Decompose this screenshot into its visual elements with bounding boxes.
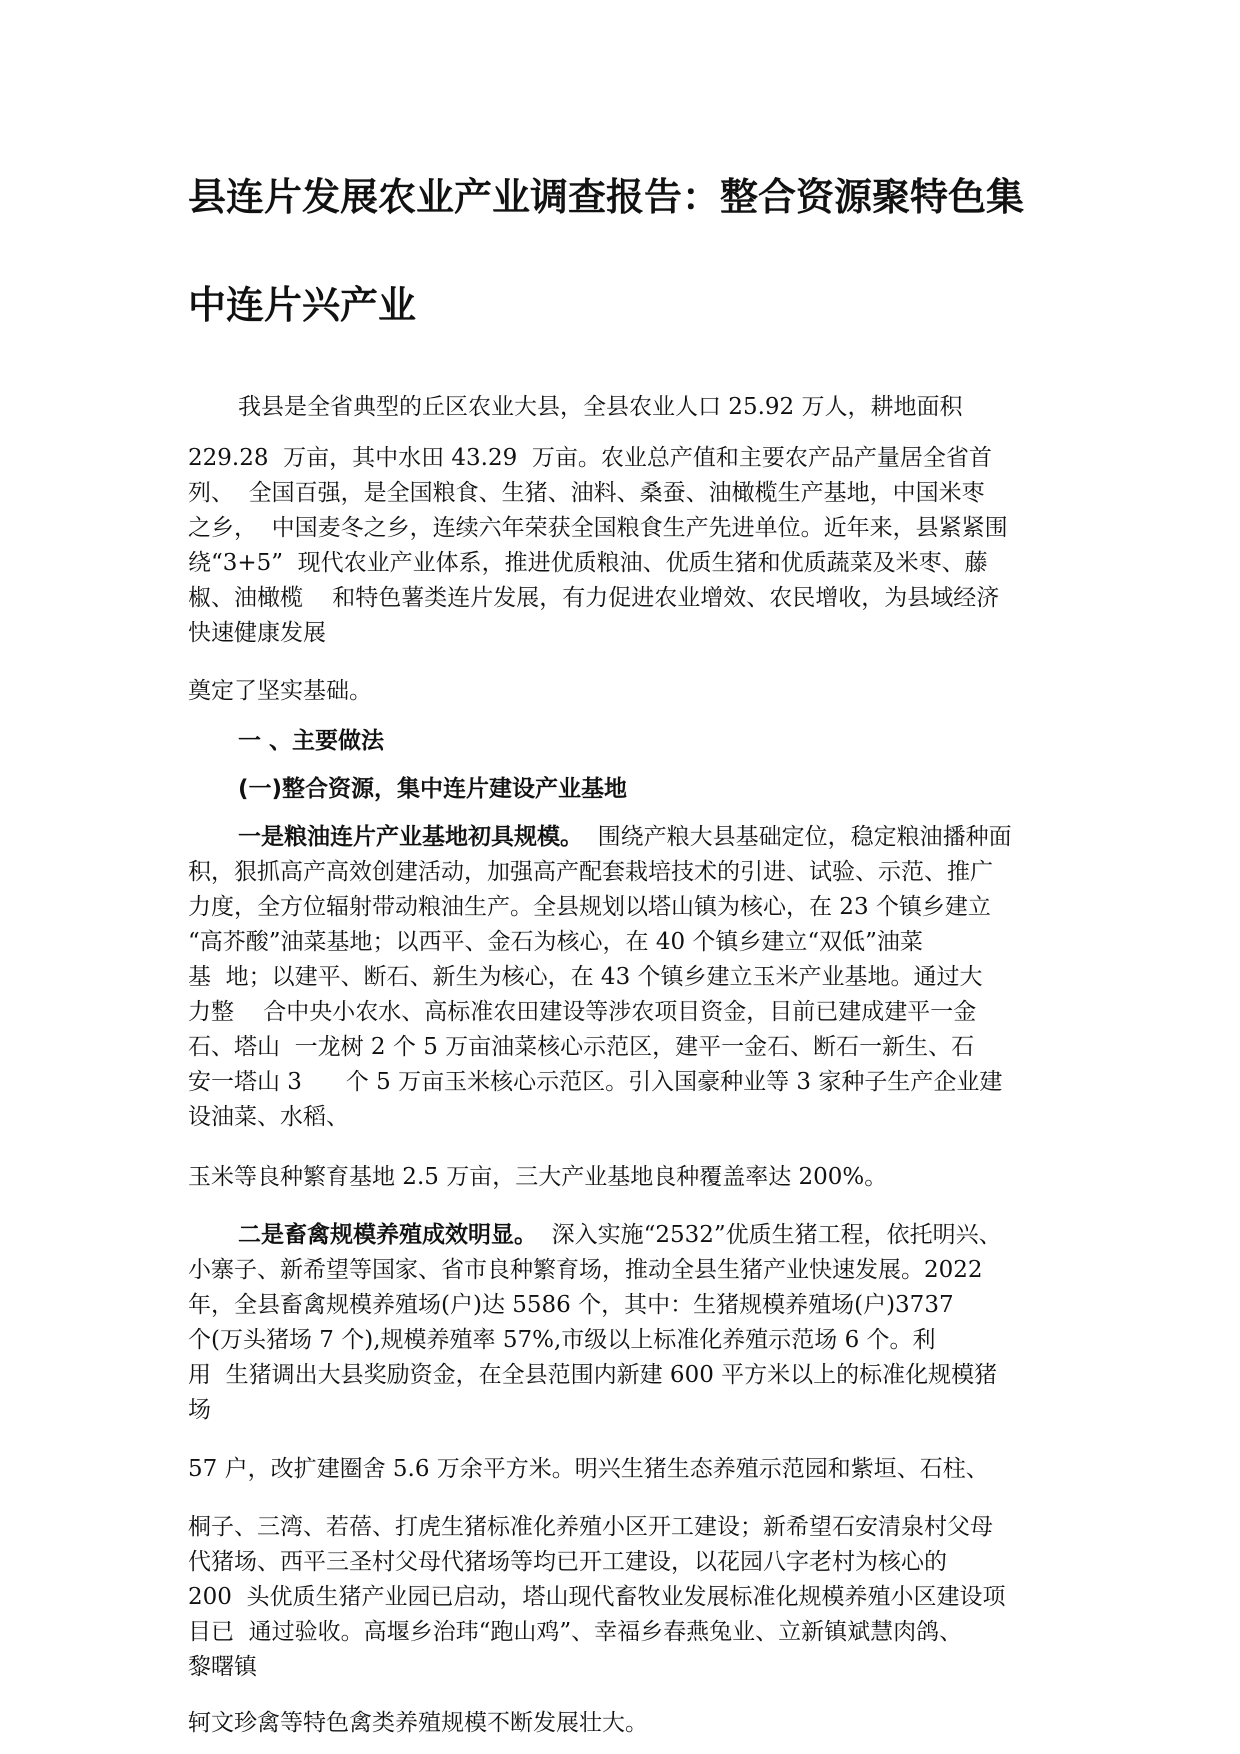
section-heading: 一 、主要做法: [238, 728, 385, 754]
paragraph-line: 椒、油橄榄 和特色薯类连片发展，有力促进农业增效、农民增收，为县域经济: [188, 585, 1000, 611]
paragraph-lead: 二是畜禽规模养殖成效明显。: [238, 1222, 537, 1248]
paragraph-line: 57 户，改扩建圈舍 5.6 万余平方米。明兴生猪生态养殖示范园和紫垣、石柱、: [188, 1456, 989, 1482]
paragraph-line: 积，狠抓高产高效创建活动，加强高产配套栽培技术的引进、试验、示范、推广: [188, 859, 993, 885]
paragraph-line: [238, 1224, 1002, 1247]
paragraph-line: 年，全县畜禽规模养殖场(户)达 5586 个，其中：生猪规模养殖场(户)3737: [188, 1292, 954, 1318]
paragraph-line: 代猪场、西平三圣村父母代猪场等均已开工建设，以花园八字老村为核心的: [188, 1549, 947, 1575]
document-title-line-1: 县连片发展农业产业调查报告：整合资源聚特色集: [188, 175, 1025, 219]
paragraph-line: 快速健康发展: [188, 620, 326, 646]
paragraph-line: 设油菜、水稻、: [188, 1104, 349, 1130]
paragraph-line: [238, 826, 1012, 849]
paragraph-line: “高芥酸”油菜基地；以西平、金石为核心，在 40 个镇乡建立“双低”油菜: [188, 929, 923, 955]
paragraph-line: 安一塔山 3 个 5 万亩玉米核心示范区。引入国豪种业等 3 家种子生产企业建: [188, 1069, 1003, 1095]
paragraph-lead: 一是粮油连片产业基地初具规模。: [238, 824, 583, 850]
paragraph-line: 200 头优质生猪产业园已启动，塔山现代畜牧业发展标准化规模养殖小区建设项: [188, 1584, 1006, 1610]
paragraph-text: 围绕产粮大县基础定位，稳定粮油播种面: [583, 824, 1012, 850]
paragraph-line: 小寨子、新希望等国家、省市良种繁育场，推动全县生猪产业快速发展。2022: [188, 1257, 983, 1283]
subsection-heading: (一)整合资源，集中连片建设产业基地: [238, 776, 628, 802]
paragraph-line: 目已 通过验收。高堰乡治玮“跑山鸡”、幸福乡春燕兔业、立新镇斌慧肉鸽、: [188, 1619, 963, 1645]
paragraph-line: 黎曙镇: [188, 1654, 257, 1680]
paragraph-line: 力整 合中央小农水、高标准农田建设等涉农项目资金，目前已建成建平一金: [188, 999, 977, 1025]
paragraph-line: 列、 全国百强，是全国粮食、生猪、油料、桑蚕、油橄榄生产基地，中国米枣: [188, 480, 985, 506]
paragraph-line: 力度，全方位辐射带动粮油生产。全县规划以塔山镇为核心，在 23 个镇乡建立: [188, 894, 991, 920]
paragraph-line: 我县是全省典型的丘区农业大县，全县农业人口 25.92 万人，耕地面积: [238, 394, 963, 420]
paragraph-line: 绕“3+5” 现代农业产业体系，推进优质粮油、优质生猪和优质蔬菜及米枣、藤: [188, 550, 988, 576]
paragraph-line: 场: [188, 1397, 211, 1423]
paragraph-text: 深入实施“2532”优质生猪工程，依托明兴、: [537, 1222, 1002, 1248]
paragraph-line: 石、塔山 一龙树 2 个 5 万亩油菜核心示范区，建平一金石、断石一新生、石: [188, 1034, 975, 1060]
paragraph-line: 轲文珍禽等特色禽类养殖规模不断发展壮大。: [188, 1710, 648, 1736]
paragraph-line: 基 地；以建平、断石、新生为核心，在 43 个镇乡建立玉米产业基地。通过大: [188, 964, 983, 990]
paragraph-line: 229.28 万亩，其中水田 43.29 万亩。农业总产值和主要农产品产量居全省首: [188, 445, 992, 471]
paragraph-line: 之乡， 中国麦冬之乡，连续六年荣获全国粮食生产先进单位。近年来，县紧紧围: [188, 515, 1008, 541]
document-title-line-2: 中连片兴产业: [188, 283, 417, 327]
paragraph-line: 奠定了坚实基础。: [188, 678, 372, 704]
paragraph-line: 个(万头猪场 7 个),规模养殖率 57%,市级以上标准化养殖示范场 6 个。利: [188, 1327, 936, 1353]
paragraph-line: 玉米等良种繁育基地 2.5 万亩，三大产业基地良种覆盖率达 200%。: [188, 1164, 888, 1190]
paragraph-line: 用 生猪调出大县奖励资金，在全县范围内新建 600 平方米以上的标准化规模猪: [188, 1362, 998, 1388]
paragraph-line: 桐子、三湾、若蓓、打虎生猪标准化养殖小区开工建设；新希望石安清泉村父母: [188, 1514, 993, 1540]
